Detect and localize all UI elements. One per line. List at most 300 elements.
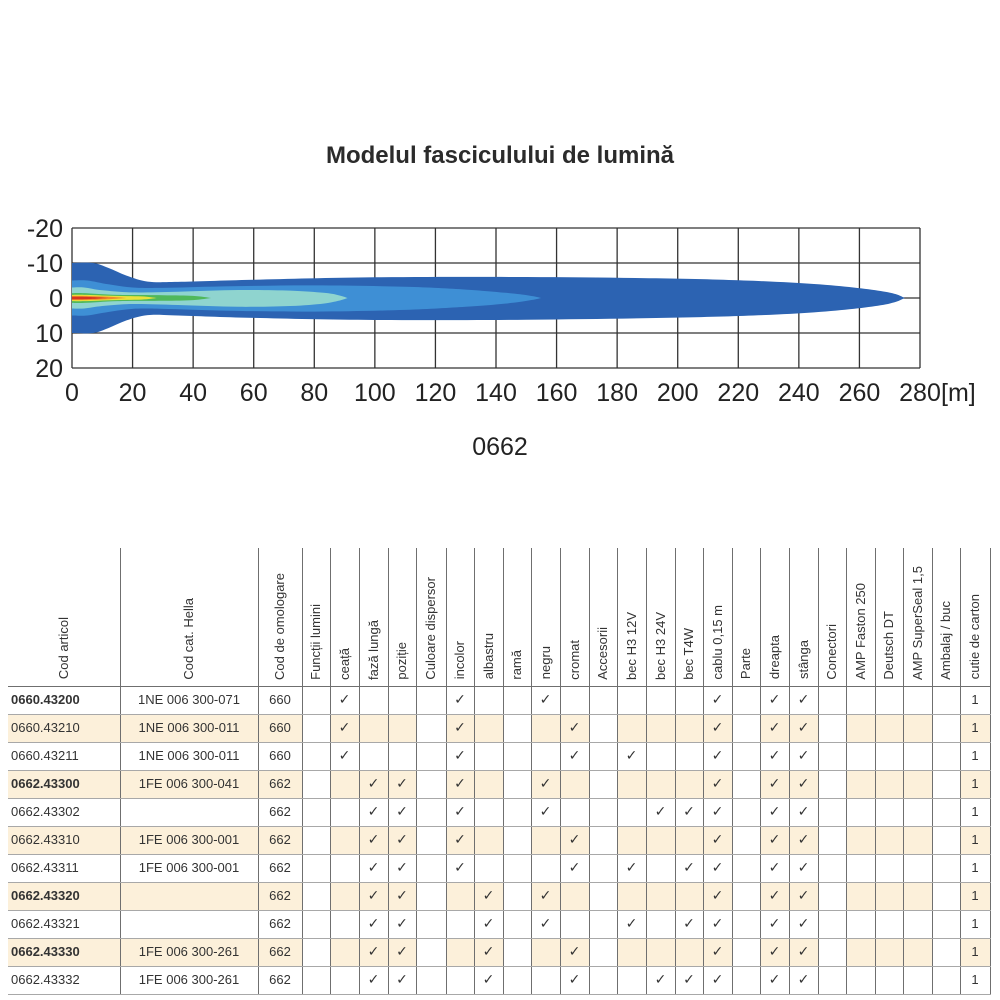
column-header-label: Cod cat. Hella — [181, 597, 196, 680]
column-header-label: Deutsch DT — [881, 610, 896, 680]
cell-cutie-de-carton: 1 — [960, 938, 990, 966]
cell-pozitie: ✓ — [388, 882, 416, 910]
column-header-label: AMP Faston 250 — [852, 582, 868, 680]
cell-cutie-de-carton: 1 — [960, 966, 990, 994]
cell-accesorii — [589, 798, 617, 826]
cell-ceata — [330, 770, 359, 798]
cell-rama — [503, 714, 531, 742]
cell-ambalaj-buc — [932, 854, 960, 882]
cell-deutsch-dt — [875, 826, 903, 854]
cell-cod-articol: 0662.43302 — [8, 798, 120, 826]
cell-dreapta: ✓ — [760, 882, 789, 910]
cell-rama — [503, 742, 531, 770]
cell-accesorii — [589, 826, 617, 854]
column-header-label: stânga — [795, 640, 811, 680]
column-header-label: Cod de omologare — [272, 572, 287, 680]
cell-accesorii — [589, 854, 617, 882]
cell-cutie-de-carton: 1 — [960, 742, 990, 770]
cell-deutsch-dt — [875, 714, 903, 742]
cell-albastru: ✓ — [474, 882, 503, 910]
cell-cromat: ✓ — [560, 854, 589, 882]
cell-deutsch-dt — [875, 742, 903, 770]
cell-accesorii — [589, 714, 617, 742]
column-header-label: cutie de carton — [967, 594, 982, 680]
cell-faza-lunga — [359, 714, 388, 742]
cell-cod-de-omologare: 662 — [258, 910, 302, 938]
cell-cablu-0-15-m: ✓ — [703, 966, 732, 994]
cell-functii-lumini — [302, 882, 330, 910]
column-header-negru — [531, 548, 560, 686]
cell-negru: ✓ — [531, 770, 560, 798]
table-row — [8, 966, 990, 994]
cell-cablu-0-15-m: ✓ — [703, 770, 732, 798]
column-header-amp-superseal-1-5 — [903, 548, 932, 686]
cell-culoare-dispersor — [416, 714, 446, 742]
cell-stanga: ✓ — [789, 826, 818, 854]
column-header-rama — [503, 548, 531, 686]
cell-dreapta: ✓ — [760, 798, 789, 826]
cell-incolor: ✓ — [446, 686, 474, 714]
cell-cablu-0-15-m: ✓ — [703, 686, 732, 714]
y-tick-label: -20 — [26, 215, 63, 243]
column-header-label: Parte — [738, 648, 753, 680]
cell-deutsch-dt — [875, 686, 903, 714]
table-body — [8, 686, 990, 994]
cell-parte — [732, 938, 760, 966]
column-header-label: bec H3 24V — [652, 611, 668, 680]
cell-albastru — [474, 826, 503, 854]
cell-stanga: ✓ — [789, 714, 818, 742]
cell-rama — [503, 966, 531, 994]
cell-ambalaj-buc — [932, 714, 960, 742]
cell-cod-de-omologare: 662 — [258, 770, 302, 798]
cell-cromat — [560, 798, 589, 826]
cell-pozitie: ✓ — [388, 854, 416, 882]
cell-cod-cat-hella: 1FE 006 300-041 — [120, 770, 258, 798]
x-tick-label: 280 — [899, 379, 941, 407]
cell-ambalaj-buc — [932, 798, 960, 826]
cell-cod-de-omologare: 662 — [258, 826, 302, 854]
cell-rama — [503, 798, 531, 826]
table-row — [8, 770, 990, 798]
cell-functii-lumini — [302, 770, 330, 798]
cell-cod-articol: 0662.43321 — [8, 910, 120, 938]
cell-accesorii — [589, 770, 617, 798]
cell-culoare-dispersor — [416, 966, 446, 994]
cell-cablu-0-15-m: ✓ — [703, 854, 732, 882]
cell-conectori — [818, 714, 846, 742]
cell-accesorii — [589, 910, 617, 938]
cell-conectori — [818, 798, 846, 826]
cell-amp-faston-250 — [846, 966, 875, 994]
cell-cutie-de-carton: 1 — [960, 882, 990, 910]
cell-stanga: ✓ — [789, 882, 818, 910]
cell-bec-h3-12v — [617, 826, 646, 854]
cell-culoare-dispersor — [416, 938, 446, 966]
cell-amp-superseal-1-5 — [903, 966, 932, 994]
cell-parte — [732, 798, 760, 826]
cell-culoare-dispersor — [416, 686, 446, 714]
cell-stanga: ✓ — [789, 854, 818, 882]
cell-albastru: ✓ — [474, 966, 503, 994]
column-header-cod-cat-hella — [120, 548, 258, 686]
cell-bec-h3-12v: ✓ — [617, 910, 646, 938]
column-header-label: dreapta — [766, 635, 782, 680]
cell-cod-articol: 0662.43311 — [8, 854, 120, 882]
cell-pozitie — [388, 686, 416, 714]
cell-parte — [732, 966, 760, 994]
cell-ceata — [330, 826, 359, 854]
cell-deutsch-dt — [875, 882, 903, 910]
cell-conectori — [818, 854, 846, 882]
cell-cod-cat-hella: 1NE 006 300-011 — [120, 714, 258, 742]
column-header-albastru — [474, 548, 503, 686]
cell-deutsch-dt — [875, 966, 903, 994]
cell-bec-h3-12v — [617, 882, 646, 910]
cell-deutsch-dt — [875, 854, 903, 882]
cell-cod-de-omologare: 662 — [258, 938, 302, 966]
cell-bec-h3-12v: ✓ — [617, 742, 646, 770]
cell-faza-lunga: ✓ — [359, 770, 388, 798]
cell-bec-h3-24v — [646, 714, 675, 742]
cell-cod-articol: 0660.43210 — [8, 714, 120, 742]
cell-conectori — [818, 826, 846, 854]
cell-rama — [503, 770, 531, 798]
cell-ambalaj-buc — [932, 882, 960, 910]
column-header-amp-faston-250 — [846, 548, 875, 686]
product-spec-table — [8, 548, 991, 995]
cell-bec-h3-24v — [646, 742, 675, 770]
cell-ceata — [330, 854, 359, 882]
column-header-label: incolor — [452, 641, 467, 680]
table-row — [8, 854, 990, 882]
x-tick-label: 220 — [717, 379, 760, 407]
cell-amp-faston-250 — [846, 882, 875, 910]
cell-ambalaj-buc — [932, 966, 960, 994]
cell-cromat — [560, 910, 589, 938]
cell-incolor: ✓ — [446, 770, 474, 798]
cell-amp-faston-250 — [846, 686, 875, 714]
cell-cod-cat-hella: 1FE 006 300-001 — [120, 826, 258, 854]
cell-amp-faston-250 — [846, 742, 875, 770]
column-header-label: Accesorii — [595, 626, 610, 680]
cell-deutsch-dt — [875, 770, 903, 798]
column-header-stanga — [789, 548, 818, 686]
cell-functii-lumini — [302, 742, 330, 770]
cell-ceata: ✓ — [330, 714, 359, 742]
cell-parte — [732, 826, 760, 854]
cell-parte — [732, 854, 760, 882]
x-tick-label: 0 — [65, 379, 79, 407]
column-header-incolor — [446, 548, 474, 686]
cell-parte — [732, 910, 760, 938]
cell-conectori — [818, 938, 846, 966]
cell-conectori — [818, 966, 846, 994]
cell-accesorii — [589, 966, 617, 994]
cell-dreapta: ✓ — [760, 938, 789, 966]
cell-dreapta: ✓ — [760, 826, 789, 854]
cell-amp-superseal-1-5 — [903, 938, 932, 966]
cell-functii-lumini — [302, 966, 330, 994]
beam-pattern-chart — [0, 200, 1000, 462]
cell-amp-superseal-1-5 — [903, 686, 932, 714]
x-tick-label: 120 — [414, 379, 457, 407]
cell-amp-superseal-1-5 — [903, 882, 932, 910]
cell-cod-articol: 0662.43332 — [8, 966, 120, 994]
column-header-cod-articol — [8, 548, 120, 686]
cell-culoare-dispersor — [416, 910, 446, 938]
cell-rama — [503, 826, 531, 854]
cell-cutie-de-carton: 1 — [960, 910, 990, 938]
cell-ceata — [330, 938, 359, 966]
cell-bec-h3-12v: ✓ — [617, 854, 646, 882]
cell-cromat: ✓ — [560, 714, 589, 742]
cell-negru: ✓ — [531, 798, 560, 826]
column-header-label: bec H3 12V — [623, 611, 639, 680]
chart-title: Modelul fasciculului de lumină — [325, 142, 675, 169]
cell-cod-articol: 0662.43300 — [8, 770, 120, 798]
cell-negru: ✓ — [531, 910, 560, 938]
cell-rama — [503, 910, 531, 938]
cell-incolor: ✓ — [446, 714, 474, 742]
cell-stanga: ✓ — [789, 938, 818, 966]
cell-cutie-de-carton: 1 — [960, 826, 990, 854]
y-tick-label: 0 — [49, 285, 63, 313]
column-header-label: bec T4W — [681, 627, 696, 680]
cell-pozitie: ✓ — [388, 770, 416, 798]
cell-bec-t4w — [675, 686, 703, 714]
cell-cromat — [560, 686, 589, 714]
column-header-accesorii — [589, 548, 617, 686]
cell-cromat: ✓ — [560, 742, 589, 770]
cell-functii-lumini — [302, 714, 330, 742]
column-header-bec-h3-12v — [617, 548, 646, 686]
column-header-deutsch-dt — [875, 548, 903, 686]
column-header-conectori — [818, 548, 846, 686]
cell-cod-de-omologare: 662 — [258, 854, 302, 882]
cell-negru: ✓ — [531, 882, 560, 910]
cell-culoare-dispersor — [416, 882, 446, 910]
cell-faza-lunga: ✓ — [359, 826, 388, 854]
cell-cod-cat-hella — [120, 798, 258, 826]
cell-parte — [732, 686, 760, 714]
column-header-cromat — [560, 548, 589, 686]
cell-pozitie: ✓ — [388, 826, 416, 854]
cell-dreapta: ✓ — [760, 966, 789, 994]
cell-pozitie: ✓ — [388, 966, 416, 994]
cell-bec-h3-12v — [617, 798, 646, 826]
y-tick-label: -10 — [26, 250, 63, 278]
cell-amp-faston-250 — [846, 854, 875, 882]
cell-faza-lunga: ✓ — [359, 966, 388, 994]
cell-incolor — [446, 938, 474, 966]
cell-incolor: ✓ — [446, 854, 474, 882]
cell-stanga: ✓ — [789, 966, 818, 994]
cell-functii-lumini — [302, 798, 330, 826]
cell-ceata — [330, 882, 359, 910]
cell-bec-h3-24v — [646, 686, 675, 714]
cell-parte — [732, 882, 760, 910]
cell-bec-t4w — [675, 938, 703, 966]
cell-bec-h3-24v: ✓ — [646, 798, 675, 826]
cell-stanga: ✓ — [789, 742, 818, 770]
x-tick-label: 160 — [535, 379, 578, 407]
cell-bec-t4w — [675, 882, 703, 910]
cell-conectori — [818, 882, 846, 910]
cell-cablu-0-15-m: ✓ — [703, 826, 732, 854]
x-tick-label: 40 — [179, 379, 208, 407]
column-header-label: Ambalaj / buc — [938, 600, 953, 680]
cell-negru — [531, 966, 560, 994]
cell-cod-de-omologare: 660 — [258, 686, 302, 714]
cell-ceata — [330, 798, 359, 826]
cell-bec-t4w — [675, 714, 703, 742]
cell-cablu-0-15-m: ✓ — [703, 798, 732, 826]
table-row — [8, 938, 990, 966]
cell-cutie-de-carton: 1 — [960, 686, 990, 714]
cell-albastru: ✓ — [474, 910, 503, 938]
cell-amp-faston-250 — [846, 714, 875, 742]
cell-cod-de-omologare: 660 — [258, 714, 302, 742]
cell-culoare-dispersor — [416, 854, 446, 882]
x-tick-label: 240 — [777, 379, 820, 407]
cell-conectori — [818, 910, 846, 938]
table-row — [8, 826, 990, 854]
cell-stanga: ✓ — [789, 770, 818, 798]
cell-albastru — [474, 714, 503, 742]
cell-bec-h3-12v — [617, 966, 646, 994]
column-header-label: negru — [537, 646, 553, 680]
column-header-ambalaj-buc — [932, 548, 960, 686]
cell-faza-lunga — [359, 742, 388, 770]
x-tick-label: 140 — [475, 379, 517, 407]
cell-cutie-de-carton: 1 — [960, 798, 990, 826]
cell-faza-lunga: ✓ — [359, 910, 388, 938]
y-tick-label: 10 — [35, 320, 63, 348]
cell-cod-articol: 0660.43200 — [8, 686, 120, 714]
cell-negru — [531, 854, 560, 882]
cell-bec-h3-24v — [646, 938, 675, 966]
cell-ceata: ✓ — [330, 686, 359, 714]
y-axis-labels — [27, 215, 63, 383]
cell-dreapta: ✓ — [760, 742, 789, 770]
cell-dreapta: ✓ — [760, 686, 789, 714]
table-row — [8, 910, 990, 938]
table-row — [8, 742, 990, 770]
cell-ambalaj-buc — [932, 910, 960, 938]
cell-cod-articol: 0662.43320 — [8, 882, 120, 910]
x-tick-label: 80 — [300, 379, 329, 407]
cell-albastru: ✓ — [474, 938, 503, 966]
cell-faza-lunga: ✓ — [359, 882, 388, 910]
column-header-cablu-0-15-m — [703, 548, 732, 686]
column-header-label: cablu 0,15 m — [709, 605, 725, 680]
cell-albastru — [474, 798, 503, 826]
column-header-label: cromat — [566, 639, 582, 680]
cell-faza-lunga: ✓ — [359, 798, 388, 826]
cell-accesorii — [589, 938, 617, 966]
beam-contours — [72, 263, 905, 334]
column-header-cod-de-omologare — [258, 548, 302, 686]
cell-functii-lumini — [302, 686, 330, 714]
cell-bec-t4w — [675, 770, 703, 798]
cell-amp-faston-250 — [846, 770, 875, 798]
x-tick-label: 260 — [838, 379, 881, 407]
x-tick-label: 180 — [596, 379, 639, 407]
cell-incolor — [446, 910, 474, 938]
cell-pozitie: ✓ — [388, 798, 416, 826]
cell-bec-h3-24v — [646, 882, 675, 910]
cell-amp-faston-250 — [846, 798, 875, 826]
table-row — [8, 882, 990, 910]
x-tick-label: 20 — [118, 379, 147, 407]
cell-amp-superseal-1-5 — [903, 798, 932, 826]
cell-ceata — [330, 966, 359, 994]
cell-albastru — [474, 742, 503, 770]
cell-incolor — [446, 882, 474, 910]
cell-deutsch-dt — [875, 798, 903, 826]
cell-ceata: ✓ — [330, 742, 359, 770]
cell-dreapta: ✓ — [760, 770, 789, 798]
header-row — [8, 548, 990, 686]
cell-bec-h3-12v — [617, 686, 646, 714]
cell-negru — [531, 826, 560, 854]
cell-albastru — [474, 770, 503, 798]
cell-bec-h3-12v — [617, 938, 646, 966]
cell-cutie-de-carton: 1 — [960, 770, 990, 798]
cell-parte — [732, 714, 760, 742]
cell-cablu-0-15-m: ✓ — [703, 714, 732, 742]
cell-stanga: ✓ — [789, 910, 818, 938]
cell-conectori — [818, 686, 846, 714]
cell-ceata — [330, 910, 359, 938]
cell-cod-articol: 0662.43310 — [8, 826, 120, 854]
cell-accesorii — [589, 882, 617, 910]
table-row — [8, 714, 990, 742]
column-header-parte — [732, 548, 760, 686]
cell-bec-t4w: ✓ — [675, 854, 703, 882]
cell-parte — [732, 770, 760, 798]
cell-bec-t4w — [675, 826, 703, 854]
cell-rama — [503, 938, 531, 966]
cell-bec-t4w: ✓ — [675, 910, 703, 938]
x-tick-label: 100 — [353, 379, 396, 407]
table-row — [8, 686, 990, 714]
cell-functii-lumini — [302, 854, 330, 882]
cell-functii-lumini — [302, 826, 330, 854]
cell-amp-superseal-1-5 — [903, 910, 932, 938]
cell-bec-h3-12v — [617, 770, 646, 798]
cell-conectori — [818, 742, 846, 770]
cell-cutie-de-carton: 1 — [960, 714, 990, 742]
cell-cablu-0-15-m: ✓ — [703, 910, 732, 938]
cell-pozitie — [388, 714, 416, 742]
cell-negru — [531, 742, 560, 770]
column-header-cutie-de-carton — [960, 548, 990, 686]
cell-amp-faston-250 — [846, 938, 875, 966]
cell-cod-cat-hella: 1NE 006 300-011 — [120, 742, 258, 770]
cell-incolor: ✓ — [446, 742, 474, 770]
cell-bec-t4w — [675, 742, 703, 770]
column-header-label: fază lungă — [365, 619, 381, 680]
cell-cod-cat-hella — [120, 910, 258, 938]
column-header-label: AMP SuperSeal 1,5 — [909, 565, 925, 680]
column-header-ceata — [330, 548, 359, 686]
cell-cablu-0-15-m: ✓ — [703, 742, 732, 770]
column-header-label: Conectori — [824, 623, 839, 680]
cell-cutie-de-carton: 1 — [960, 854, 990, 882]
cell-cod-cat-hella: 1NE 006 300-071 — [120, 686, 258, 714]
